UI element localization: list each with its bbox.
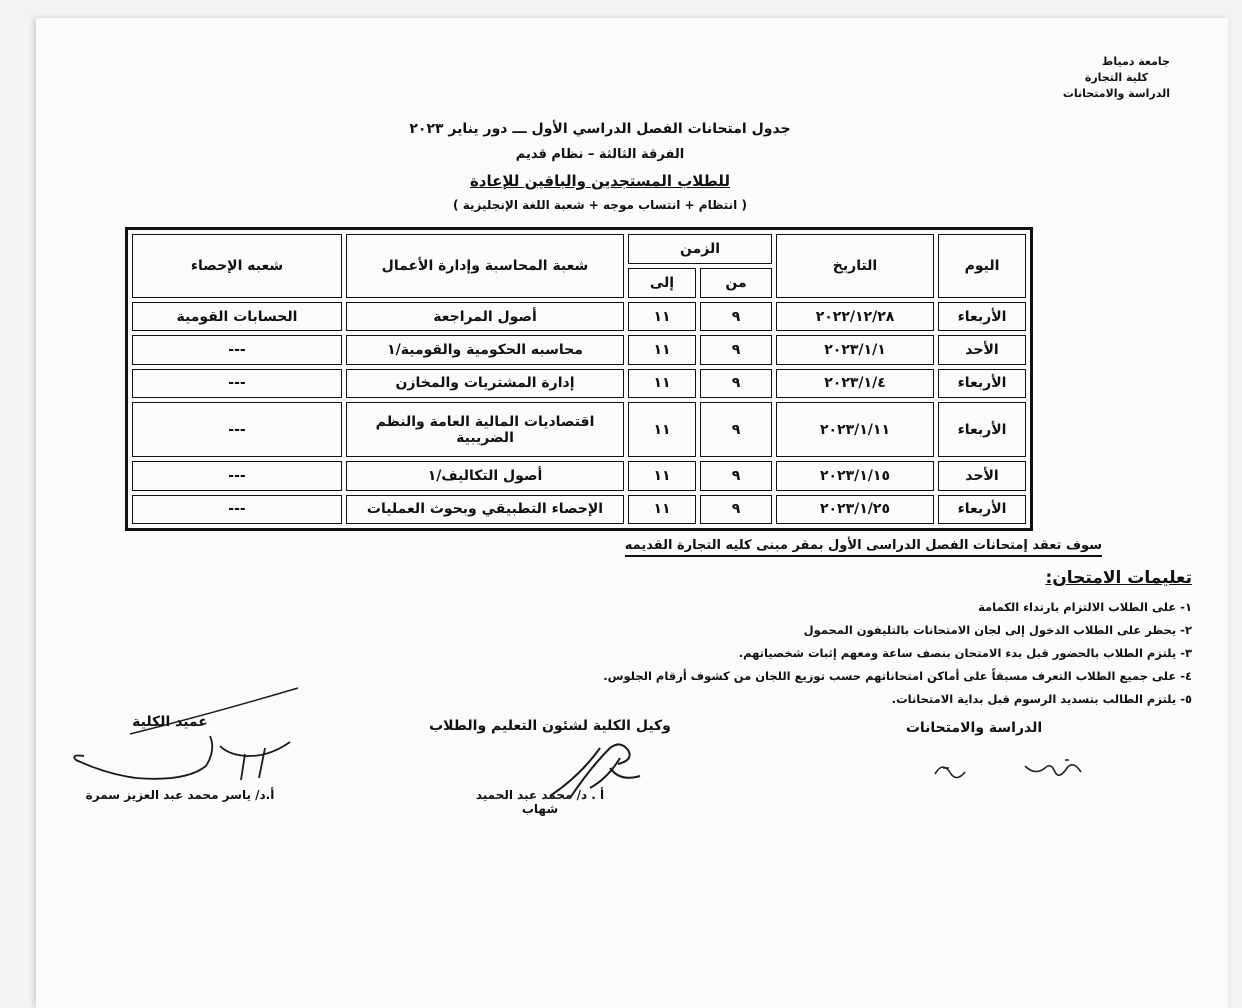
accounting-subject-cell: محاسبه الحكومية والقومية/١ — [346, 335, 624, 364]
student-category: للطلاب المستجدين والباقين للإعادة — [469, 172, 731, 190]
table-row — [132, 402, 1026, 457]
to-cell: ١١ — [628, 335, 696, 364]
header-time: الزمن — [628, 234, 772, 264]
exams-handwritten-signature — [915, 752, 1115, 786]
from-cell: ٩ — [700, 402, 772, 457]
date-cell: ٢٠٢٣/١/١٥ — [776, 461, 934, 490]
accounting-subject-cell: إدارة المشتريات والمخازن — [346, 369, 624, 398]
vice-dean-name: أ . د/ محمد عبد الحميد شهاب — [475, 788, 605, 816]
day-cell: الأحد — [938, 461, 1026, 490]
date-cell: ٢٠٢٣/١/٤ — [776, 369, 934, 398]
instructions-title: تعليمات الامتحان: — [1045, 568, 1192, 588]
to-cell: ١١ — [628, 402, 696, 457]
dean-handwritten-signature — [60, 684, 310, 790]
list-item: ٣- يلتزم الطلاب بالحضور قبل بدء الامتحان بنصف ساعة ومعهم إثبات شخصياتهم. — [738, 646, 1192, 660]
date-cell: ٢٠٢٣/١/١ — [776, 335, 934, 364]
accounting-subject-cell: الإحصاء التطبيقي وبحوث العمليات — [346, 495, 624, 524]
statistics-subject-cell: --- — [132, 495, 342, 524]
accounting-subject-cell: اقتصاديات المالية العامة والنظم الضريبية — [346, 402, 624, 457]
exams-signature-block — [884, 720, 1064, 736]
table-row — [132, 302, 1026, 331]
table-row — [132, 369, 1026, 398]
to-cell: ١١ — [628, 302, 696, 331]
date-cell: ٢٠٢٣/١/١١ — [776, 402, 934, 457]
header-day: اليوم — [938, 234, 1026, 298]
university-name: جامعة دمياط — [1101, 55, 1170, 68]
statistics-subject-cell: --- — [132, 335, 342, 364]
dean-title: عميد الكلية — [132, 714, 208, 730]
year-system: الفرقة الثالثة – نظام قديم — [515, 147, 685, 162]
to-cell: ١١ — [628, 495, 696, 524]
statistics-subject-cell: الحسابات القومية — [132, 302, 342, 331]
header-accounting: شعبة المحاسبة وإدارة الأعمال — [346, 234, 624, 298]
from-cell: ٩ — [700, 302, 772, 331]
from-cell: ٩ — [700, 461, 772, 490]
accounting-subject-cell: أصول المراجعة — [346, 302, 624, 331]
department-name: الدراسة والامتحانات — [1062, 87, 1170, 100]
document-titles — [300, 116, 900, 216]
dean-name: أ.د/ ياسر محمد عبد العزيز سمرة — [85, 788, 275, 802]
date-cell: ٢٠٢٢/١٢/٢٨ — [776, 302, 934, 331]
table-row — [132, 335, 1026, 364]
day-cell: الأحد — [938, 335, 1026, 364]
faculty-name: كلية التجارة — [1084, 71, 1148, 84]
location-note: سوف تعقد إمتحانات الفصل الدراسى الأول بمقر مبنى كليه التجارة القديمه — [625, 538, 1102, 557]
from-cell: ٩ — [700, 369, 772, 398]
day-cell: الأربعاء — [938, 495, 1026, 524]
list-item: ٤- على جميع الطلاب التعرف مسبقاً على أماكن امتحاناتهم حسب توزيع اللجان من كشوف أرقام الجلوس. — [603, 669, 1192, 683]
statistics-subject-cell: --- — [132, 369, 342, 398]
from-cell: ٩ — [700, 335, 772, 364]
list-item: ١- على الطلاب الالتزام بارتداء الكمامة — [978, 600, 1192, 614]
statistics-subject-cell: --- — [132, 402, 342, 457]
list-item: ٢- يحظر على الطلاب الدخول إلى لجان الامتحانات بالتليفون المحمول — [803, 623, 1192, 637]
header-statistics: شعبه الإحصاء — [132, 234, 342, 298]
day-cell: الأربعاء — [938, 369, 1026, 398]
schedule-title: جدول امتحانات الفصل الدراسي الأول ـــ دور يناير ٢٠٢٣ — [409, 121, 791, 137]
table-row — [132, 461, 1026, 490]
header-date: التاريخ — [776, 234, 934, 298]
accounting-subject-cell: أصول التكاليف/١ — [346, 461, 624, 490]
vice-dean-title: وكيل الكلية لشئون التعليم والطلاب — [429, 718, 671, 734]
study-modes: ( انتظام + انتساب موجه + شعبة اللغة الإنجليزية ) — [453, 198, 747, 212]
day-cell: الأربعاء — [938, 402, 1026, 457]
statistics-subject-cell: --- — [132, 461, 342, 490]
table-row — [132, 495, 1026, 524]
institution-header — [1030, 54, 1170, 102]
list-item: ٥- يلتزم الطالب بتسديد الرسوم قبل بداية الامتحانات. — [891, 692, 1192, 706]
instructions-list — [592, 596, 1192, 711]
to-cell: ١١ — [628, 369, 696, 398]
to-cell: ١١ — [628, 461, 696, 490]
day-cell: الأربعاء — [938, 302, 1026, 331]
exam-schedule-table — [125, 227, 1033, 531]
header-to: إلى — [628, 268, 696, 298]
from-cell: ٩ — [700, 495, 772, 524]
exams-title: الدراسة والامتحانات — [905, 720, 1043, 736]
date-cell: ٢٠٢٣/١/٢٥ — [776, 495, 934, 524]
header-from: من — [700, 268, 772, 298]
